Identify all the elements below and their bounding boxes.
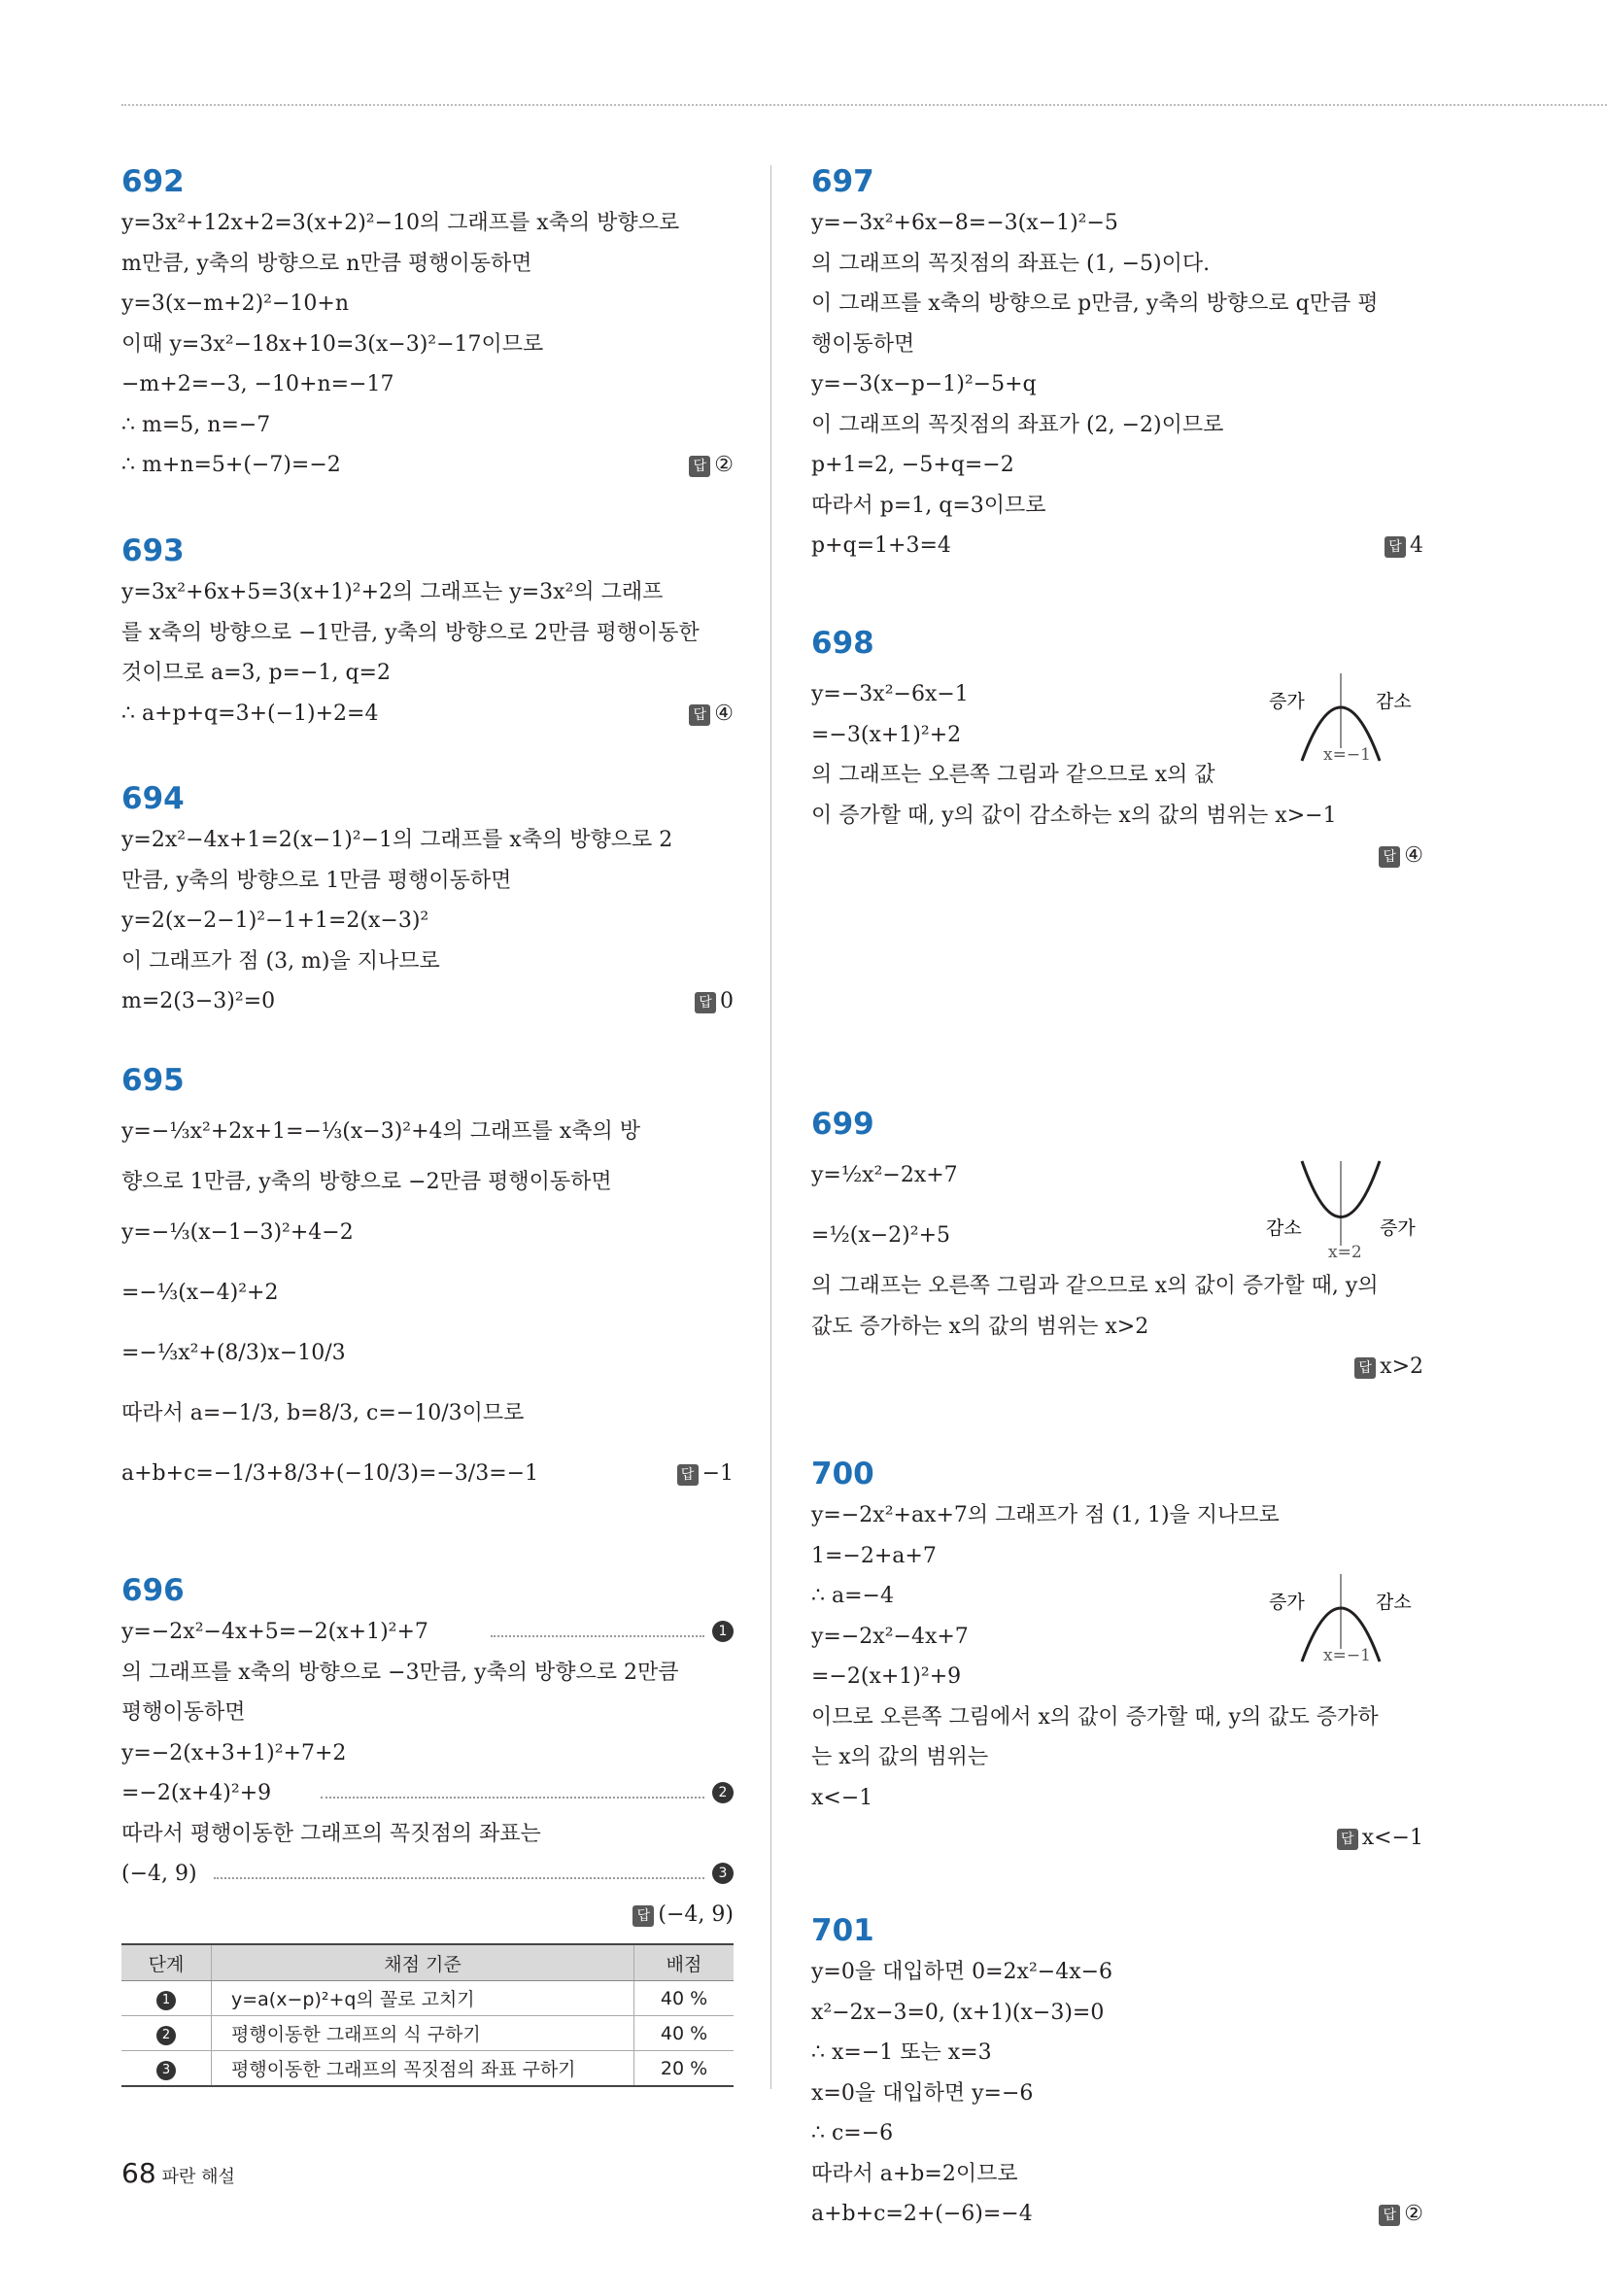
axis-label: x=2 — [1328, 1243, 1362, 1262]
solution-line: 이므로 오른쪽 그림에서 x의 값이 증가할 때, y의 값도 증가하 — [811, 1704, 1379, 1730]
problem-number: 698 — [811, 626, 874, 661]
solution-line: 것이므로 a=3, p=−1, q=2 — [121, 661, 391, 685]
solution-line: 향으로 1만큼, y축의 방향으로 −2만큼 평행이동하면 — [121, 1170, 612, 1194]
parabola-graph — [1258, 1156, 1423, 1263]
solution-line — [121, 1444, 734, 1504]
problem-number: 693 — [121, 533, 185, 568]
solution-line: y=2(x−2−1)²−1+1=2(x−3)² — [121, 908, 429, 933]
solution-text: y=−2x²−4x+5=−2(x+1)²+7 — [121, 1620, 428, 1644]
answer-badge: 답 — [1337, 1829, 1358, 1850]
solution-text: ∴ m+n=5+(−7)=−2 — [121, 453, 341, 477]
solution-692 — [121, 160, 734, 486]
answer-value: (−4, 9) — [658, 1902, 734, 1927]
solution-line: y=−2(x+3+1)²+7+2 — [121, 1740, 347, 1765]
solution-line: y=2x²−4x+1=2(x−1)²−1의 그래프를 x축의 방향으로 2 — [121, 828, 673, 852]
solution-693 — [121, 530, 734, 734]
solution-line: 값도 증가하는 x의 값의 범위는 x>2 — [811, 1314, 1149, 1339]
answer — [689, 445, 734, 486]
step-marker: 3 — [156, 2061, 176, 2080]
solution-line: y=−2x²+ax+7의 그래프가 점 (1, 1)을 지나므로 — [811, 1503, 1280, 1527]
solution-line — [121, 1773, 734, 1814]
answer-value: 4 — [1410, 533, 1423, 558]
answer-value: ④ — [1404, 843, 1423, 868]
page-number: 68 — [121, 2157, 156, 2189]
solution-text: a+b+c=2+(−6)=−4 — [811, 2202, 1033, 2226]
solution-line: =−⅓x²+(8/3)x−10/3 — [121, 1340, 346, 1365]
solution-line — [811, 1818, 1423, 1859]
problem-number: 694 — [121, 781, 185, 816]
solution-line: ∴ a=−4 — [811, 1584, 894, 1608]
answer — [1379, 836, 1423, 876]
solution-text: =−2(x+4)²+9 — [121, 1781, 272, 1805]
solution-text: m=2(3−3)²=0 — [121, 989, 276, 1013]
solution-line: p+1=2, −5+q=−2 — [811, 453, 1014, 477]
problem-number: 696 — [121, 1573, 185, 1608]
solution-line: x=0을 대입하면 y=−6 — [811, 2080, 1034, 2106]
solution-698 — [811, 622, 1423, 876]
answer-value: 0 — [720, 989, 734, 1013]
column-divider — [770, 165, 771, 2089]
answer — [1354, 1347, 1423, 1388]
solution-line: 의 그래프는 오른쪽 그림과 같으므로 x의 값이 증가할 때, y의 — [811, 1274, 1379, 1298]
problem-number: 699 — [811, 1107, 874, 1142]
solution-line: y=0을 대입하면 0=2x²−4x−6 — [811, 1960, 1113, 1984]
leader-dots — [321, 1797, 704, 1799]
criterion-cell: 평행이동한 그래프의 식 구하기 — [212, 2016, 634, 2051]
answer — [689, 694, 734, 735]
parabola-graph — [1263, 668, 1419, 766]
solution-line: −m+2=−3, −10+n=−17 — [121, 372, 394, 396]
header-step: 단계 — [121, 1944, 212, 1981]
solution-line: y=−⅓(x−1−3)²+4−2 — [121, 1219, 354, 1245]
solution-line: m만큼, y축의 방향으로 n만큼 평행이동하면 — [121, 251, 532, 276]
solution-text: p+q=1+3=4 — [811, 533, 951, 558]
parabola-graph — [1263, 1569, 1419, 1666]
solution-line: 이때 y=3x²−18x+10=3(x−3)²−17이므로 — [121, 331, 544, 357]
points-cell: 20 % — [634, 2051, 735, 2087]
points-cell: 40 % — [634, 2016, 735, 2051]
step-marker: 1 — [156, 1991, 176, 2010]
solution-line — [121, 1854, 734, 1895]
solution-line: y=½x²−2x+7 — [811, 1163, 958, 1187]
solution-line: y=−2x²−4x+7 — [811, 1624, 969, 1649]
solution-700 — [811, 1453, 1423, 1859]
solution-text: a+b+c=−1/3+8/3+(−10/3)=−3/3=−1 — [121, 1460, 539, 1486]
solution-line: 는 x의 값의 범위는 — [811, 1745, 989, 1769]
solution-line — [811, 526, 1423, 566]
page-label: 파란 해설 — [161, 2167, 235, 2187]
solution-line: y=3(x−m+2)²−10+n — [121, 291, 350, 316]
solution-text: ∴ a+p+q=3+(−1)+2=4 — [121, 701, 379, 726]
solution-line: 평행이동하면 — [121, 1700, 246, 1725]
header-criterion: 채점 기준 — [212, 1944, 634, 1981]
solution-line: 이 그래프의 꼭짓점의 좌표가 (2, −2)이므로 — [811, 412, 1224, 437]
solution-line: 이 그래프를 x축의 방향으로 p만큼, y축의 방향으로 q만큼 평 — [811, 291, 1379, 316]
answer-badge: 답 — [1379, 2205, 1400, 2226]
solution-line: ∴ x=−1 또는 x=3 — [811, 2040, 992, 2065]
solution-line: 따라서 평행이동한 그래프의 꼭짓점의 좌표는 — [121, 1821, 541, 1846]
step-marker: 1 — [712, 1621, 734, 1642]
solution-line: =−⅓(x−4)²+2 — [121, 1280, 279, 1305]
grading-row — [121, 2016, 734, 2051]
increase-label: 증가 — [1269, 1592, 1305, 1613]
answer-badge: 답 — [1354, 1357, 1376, 1379]
solution-line: 를 x축의 방향으로 −1만큼, y축의 방향으로 2만큼 평행이동한 — [121, 620, 700, 645]
solution-line: 행이동하면 — [811, 331, 915, 357]
solution-line — [121, 445, 734, 486]
step-cell — [121, 2016, 212, 2051]
solution-line: 1=−2+a+7 — [811, 1543, 937, 1568]
solution-696 — [121, 1569, 734, 1935]
leader-dots — [214, 1877, 704, 1879]
parabola-figure-up — [1258, 1156, 1423, 1263]
step-marker: 2 — [712, 1782, 734, 1803]
points-cell: 40 % — [634, 1981, 735, 2016]
problem-number: 695 — [121, 1063, 185, 1098]
answer-badge: 답 — [1385, 536, 1406, 558]
decrease-label: 감소 — [1376, 691, 1412, 712]
axis-label: x=−1 — [1323, 1646, 1371, 1665]
solution-line: x²−2x−3=0, (x+1)(x−3)=0 — [811, 2000, 1105, 2025]
step-marker: 3 — [712, 1863, 734, 1884]
increase-label: 증가 — [1269, 691, 1305, 712]
answer — [677, 1444, 734, 1504]
solution-line: 따라서 p=1, q=3이므로 — [811, 493, 1046, 518]
answer-badge: 답 — [695, 992, 716, 1013]
solution-line — [811, 2194, 1423, 2235]
page-footer — [121, 2157, 235, 2189]
decrease-label: 감소 — [1376, 1592, 1412, 1613]
step-marker: 2 — [156, 2026, 176, 2045]
answer-value: ② — [714, 453, 734, 477]
header-points: 배점 — [634, 1944, 735, 1981]
solution-line: 의 그래프는 오른쪽 그림과 같으므로 x의 값 — [811, 763, 1215, 787]
answer-badge: 답 — [1379, 846, 1400, 868]
parabola-figure-down — [1263, 668, 1419, 766]
solution-line — [811, 1347, 1423, 1388]
step-cell — [121, 2051, 212, 2087]
solution-line: 따라서 a+b=2이므로 — [811, 2161, 1018, 2186]
grading-row — [121, 2051, 734, 2087]
solution-line: 이 증가할 때, y의 값이 감소하는 x의 값의 범위는 x>−1 — [811, 803, 1337, 828]
solution-text: (−4, 9) — [121, 1862, 197, 1886]
step-cell — [121, 1981, 212, 2016]
answer-badge: 답 — [689, 704, 710, 726]
solution-line: 이 그래프가 점 (3, m)을 지나므로 — [121, 948, 440, 974]
answer-badge: 답 — [677, 1464, 699, 1486]
solution-694 — [121, 777, 734, 1022]
leader-dots — [491, 1635, 704, 1637]
solution-line: =−3(x+1)²+2 — [811, 722, 962, 747]
solution-line: y=−3x²+6x−8=−3(x−1)²−5 — [811, 211, 1118, 235]
decrease-label: 감소 — [1266, 1217, 1302, 1239]
increase-label: 증가 — [1380, 1217, 1416, 1239]
grading-table — [121, 1943, 734, 2087]
axis-label: x=−1 — [1323, 745, 1371, 765]
solution-line: ∴ c=−6 — [811, 2121, 894, 2145]
solution-line: y=3x²+12x+2=3(x+2)²−10의 그래프를 x축의 방향으로 — [121, 211, 680, 235]
solution-line: y=−⅓x²+2x+1=−⅓(x−3)²+4의 그래프를 x축의 방 — [121, 1119, 640, 1144]
solution-line: x<−1 — [811, 1785, 873, 1810]
grading-row — [121, 1981, 734, 2016]
answer-badge: 답 — [689, 456, 710, 477]
answer-badge: 답 — [633, 1905, 654, 1927]
problem-number: 692 — [121, 164, 185, 199]
solution-line: ∴ m=5, n=−7 — [121, 412, 271, 437]
solution-line — [121, 694, 734, 735]
answer-value: x<−1 — [1361, 1826, 1423, 1850]
answer-value: x>2 — [1380, 1354, 1423, 1379]
criterion-cell: y=a(x−p)²+q의 꼴로 고치기 — [212, 1981, 634, 2016]
solution-699 — [811, 1103, 1423, 1388]
solution-line: 의 그래프를 x축의 방향으로 −3만큼, y축의 방향으로 2만큼 — [121, 1660, 679, 1685]
solution-697 — [811, 160, 1423, 566]
solution-line: y=−3(x−p−1)²−5+q — [811, 372, 1037, 396]
problem-number: 701 — [811, 1913, 874, 1948]
solution-line — [121, 1895, 734, 1936]
problem-number: 700 — [811, 1456, 874, 1491]
parabola-figure-down — [1263, 1569, 1419, 1666]
answer — [633, 1895, 734, 1936]
top-dotted-rule — [121, 104, 1607, 106]
solution-line — [121, 1612, 734, 1653]
grading-header-row — [121, 1944, 734, 1981]
solution-line: y=−3x²−6x−1 — [811, 682, 969, 706]
criterion-cell: 평행이동한 그래프의 꼭짓점의 좌표 구하기 — [212, 2051, 634, 2087]
answer-value: ④ — [714, 701, 734, 726]
solution-line: 의 그래프의 꼭짓점의 좌표는 (1, −5)이다. — [811, 251, 1211, 276]
solution-line: 만큼, y축의 방향으로 1만큼 평행이동하면 — [121, 868, 512, 893]
answer-value: ② — [1404, 2202, 1423, 2226]
answer — [1379, 2194, 1423, 2235]
solution-701 — [811, 1909, 1423, 2235]
solution-line: =−2(x+1)²+9 — [811, 1664, 962, 1689]
answer-value: −1 — [701, 1460, 734, 1486]
solution-line: y=3x²+6x+5=3(x+1)²+2의 그래프는 y=3x²의 그래프 — [121, 580, 664, 604]
answer — [695, 981, 734, 1022]
solution-line: 따라서 a=−1/3, b=8/3, c=−10/3이므로 — [121, 1400, 525, 1425]
solution-line: =½(x−2)²+5 — [811, 1223, 951, 1248]
solution-line — [811, 836, 1423, 876]
solution-line — [121, 981, 734, 1022]
problem-number: 697 — [811, 164, 874, 199]
answer — [1337, 1818, 1423, 1859]
solution-695 — [121, 1059, 734, 1504]
answer — [1385, 526, 1423, 566]
